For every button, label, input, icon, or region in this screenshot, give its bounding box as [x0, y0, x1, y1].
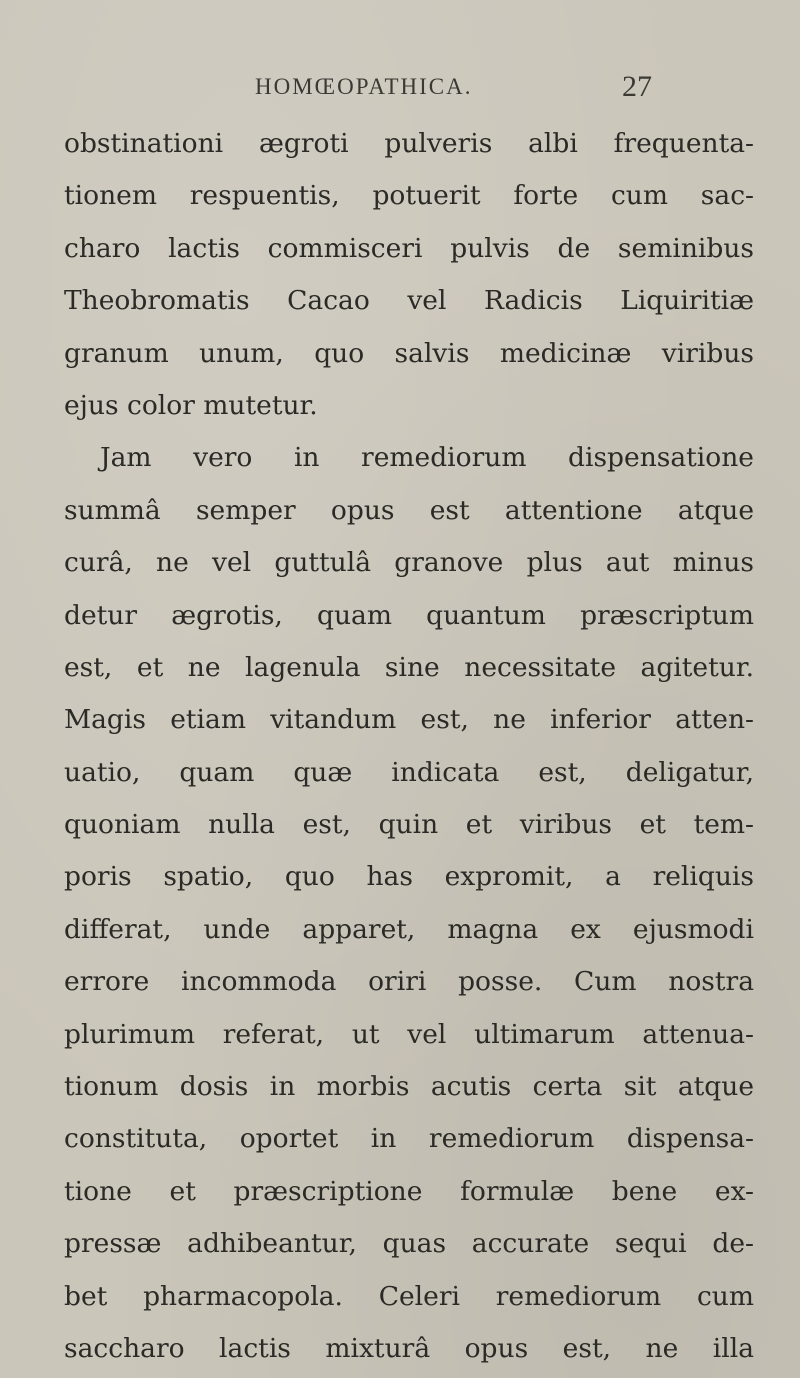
- page-header: [0, 70, 800, 114]
- text-line: Magis etiam vitandum est, ne inferior atten-: [64, 704, 754, 736]
- text-line: plurimum referat, ut vel ultimarum attenua-: [64, 1018, 754, 1050]
- text-line: obstinationi ægroti pulveris albi frequenta-: [64, 128, 754, 159]
- text-line: tionem respuentis, potuerit forte cum sac-: [64, 180, 754, 212]
- text-line: est, et ne lagenula sine necessitate agitetur.: [64, 651, 754, 683]
- text-line: constituta, oportet in remediorum dispensa-: [64, 1123, 754, 1155]
- text-line: ejus color mutetur.: [64, 389, 318, 421]
- text-line: tionum dosis in morbis acutis certa sit atque: [64, 1071, 754, 1103]
- text-line: Theobromatis Cacao vel Radicis Liquiritiæ: [64, 285, 754, 317]
- text-line: detur ægrotis, quam quantum præscriptum: [64, 599, 754, 631]
- text-line: pressæ adhibeantur, quas accurate sequi de-: [64, 1228, 754, 1260]
- text-line: curâ, ne vel guttulâ granove plus aut minus: [64, 547, 754, 579]
- text-line: quoniam nulla est, quin et viribus et tem-: [64, 809, 754, 841]
- text-line: uatio, quam quæ indicata est, deligatur,: [64, 756, 754, 788]
- page-number: 27: [622, 70, 652, 103]
- running-title: HOMŒOPATHICA.: [255, 74, 473, 99]
- text-line: granum unum, quo salvis medicinæ viribus: [64, 337, 754, 369]
- text-line: poris spatio, quo has expromit, a reliquis: [64, 861, 754, 893]
- text-line: bet pharmacopola. Celeri remediorum cum: [64, 1280, 754, 1312]
- paragraph-start-line: Jam vero in remediorum dispensatione: [100, 442, 754, 474]
- text-line: tione et præscriptione formulæ bene ex-: [64, 1175, 754, 1207]
- text-line: charo lactis commisceri pulvis de seminibus: [64, 232, 754, 264]
- text-line: saccharo lactis mixturâ opus est, ne illa: [64, 1332, 754, 1364]
- text-line: summâ semper opus est attentione atque: [64, 494, 754, 526]
- text-line: differat, unde apparet, magna ex ejusmodi: [64, 913, 754, 945]
- body-text: [64, 118, 754, 1375]
- text-line: errore incommoda oriri posse. Cum nostra: [64, 966, 754, 998]
